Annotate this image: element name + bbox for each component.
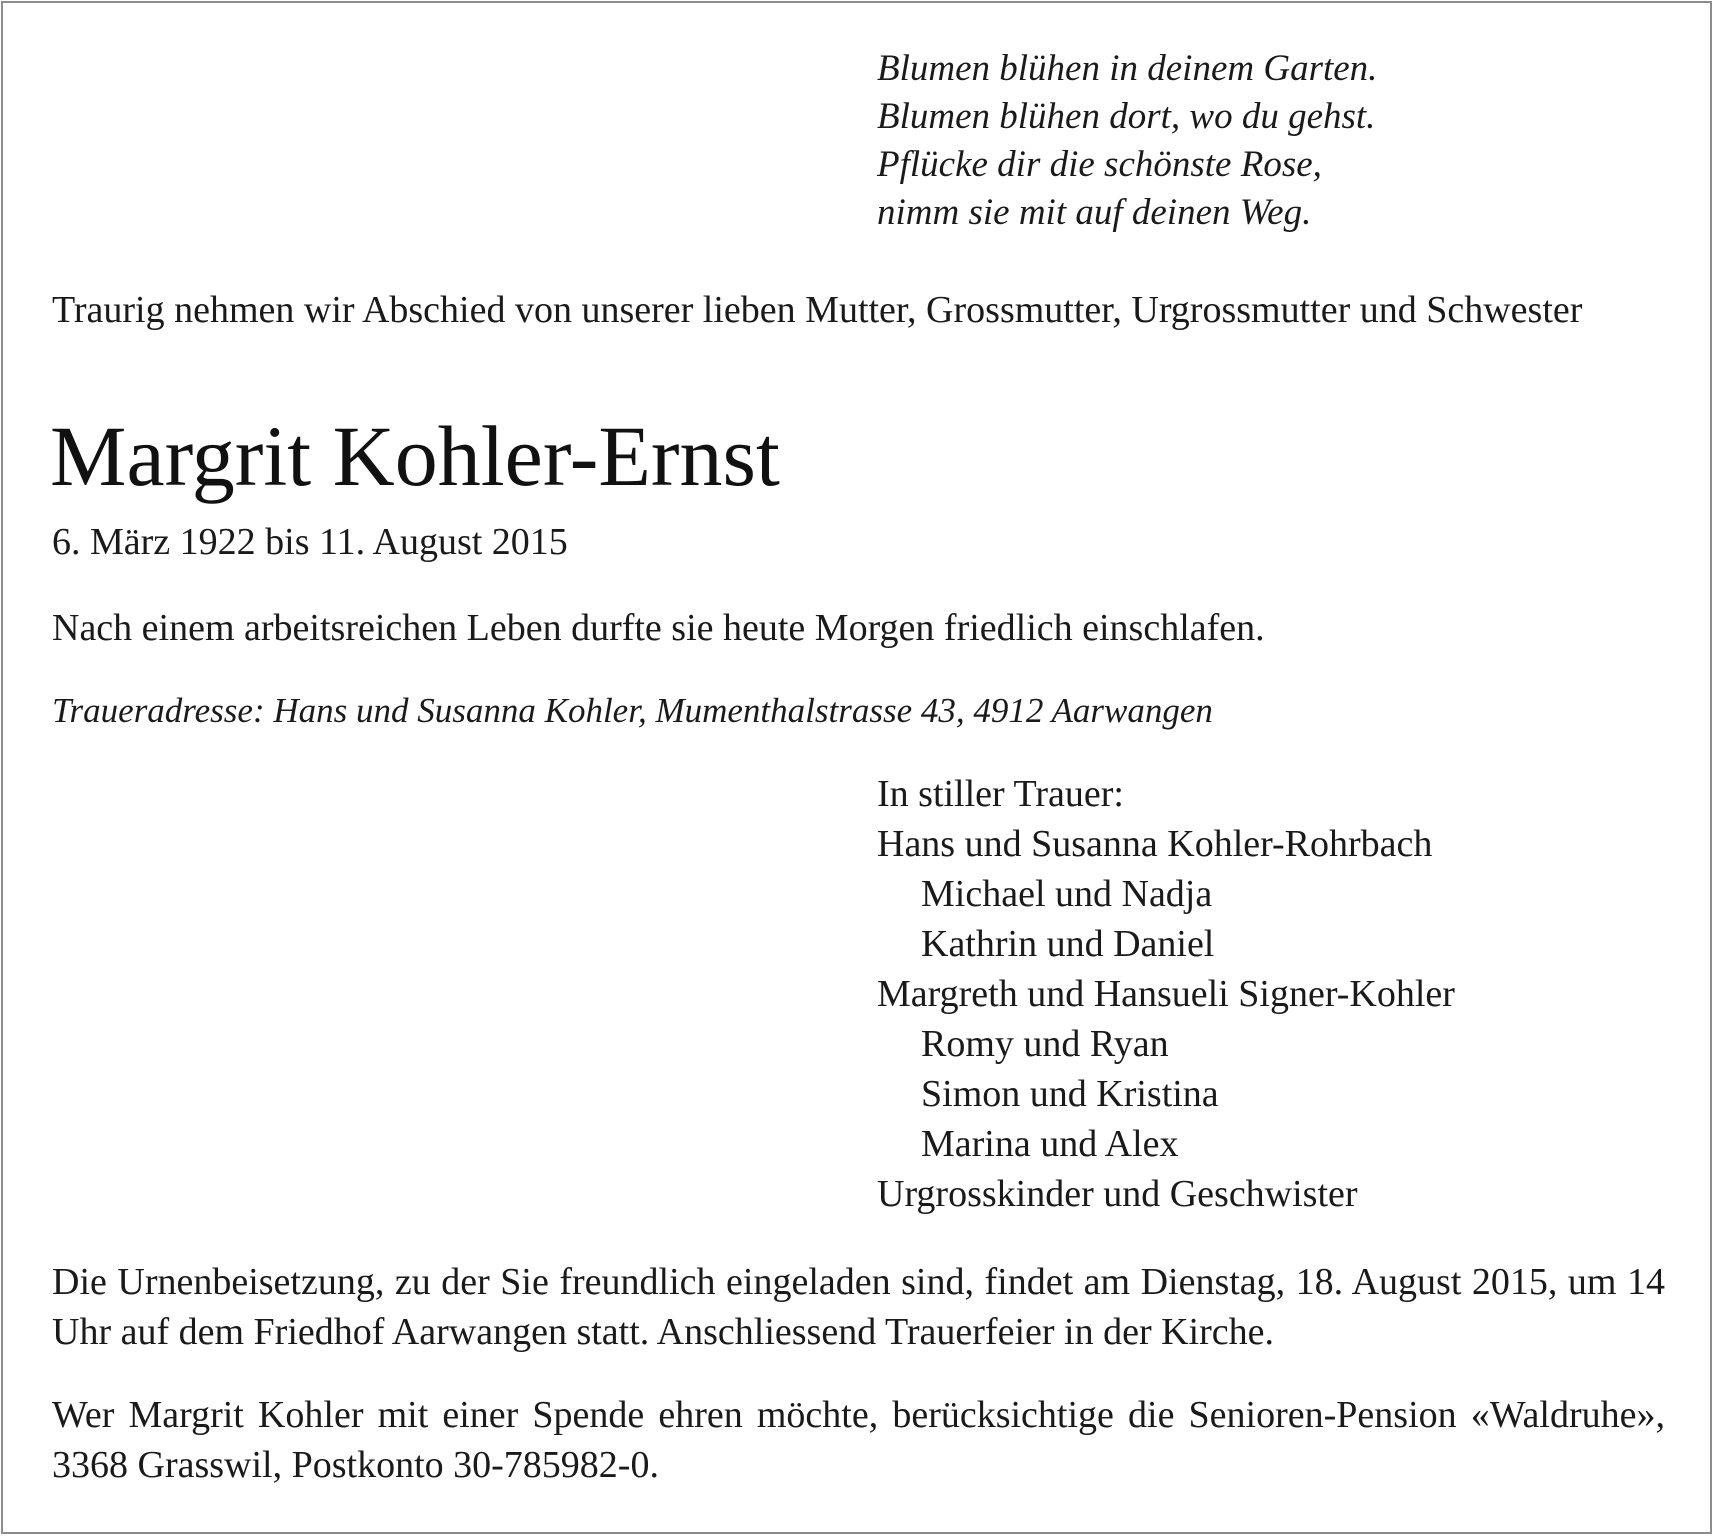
donation-info: Wer Margrit Kohler mit einer Spende ehren möchte, berücksichtige die Senioren-Pension «Waldruhe», 3368 Grasswil, Postkonto 30-785982-0. [52,1394,1665,1486]
mourner-entry: Michael und Nadja [921,873,1213,915]
mourning-address: Traueradresse: Hans und Susanna Kohler, Mumenthalstrasse 43, 4912 Aarwangen [52,691,1213,730]
mourner-entry: Kathrin und Daniel [921,923,1215,965]
deceased-name: Margrit Kohler-Ernst [50,408,780,504]
poem-line: Blumen blühen dort, wo du gehst. [877,96,1376,137]
mourner-entry: Urgrosskinder und Geschwister [877,1173,1358,1215]
intro-text: Traurig nehmen wir Abschied von unserer lieben Mutter, Grossmutter, Urgrossmutter und Schwester [52,289,1583,331]
burial-info: Die Urnenbeisetzung, zu der Sie freundlich eingeladen sind, findet am Dienstag, 18. August 2015, um 14 Uhr auf dem Friedhof Aarwangen statt. Anschliessend Trauerfeier in der Kirche. [52,1261,1665,1353]
poem [877,45,1377,237]
mourner-entry: Hans und Susanna Kohler-Rohrbach [877,823,1433,865]
obituary-notice [1,1,1712,1534]
mourner-entry: Romy und Ryan [921,1023,1169,1065]
poem-line: nimm sie mit auf deinen Weg. [877,192,1312,233]
poem-line: Blumen blühen in deinem Garten. [877,48,1378,89]
passing-text: Nach einem arbeitsreichen Leben durfte sie heute Morgen friedlich einschlafen. [52,607,1265,649]
life-dates: 6. März 1922 bis 11. August 2015 [52,521,568,563]
mourners-list [877,769,1455,1219]
poem-line: Pflücke dir die schönste Rose, [877,144,1322,185]
mourner-entry: Marina und Alex [921,1123,1179,1165]
mourner-entry: Simon und Kristina [921,1073,1219,1115]
mourner-entry: Margreth und Hansueli Signer-Kohler [877,973,1455,1015]
mourners-heading: In stiller Trauer: [877,773,1124,815]
